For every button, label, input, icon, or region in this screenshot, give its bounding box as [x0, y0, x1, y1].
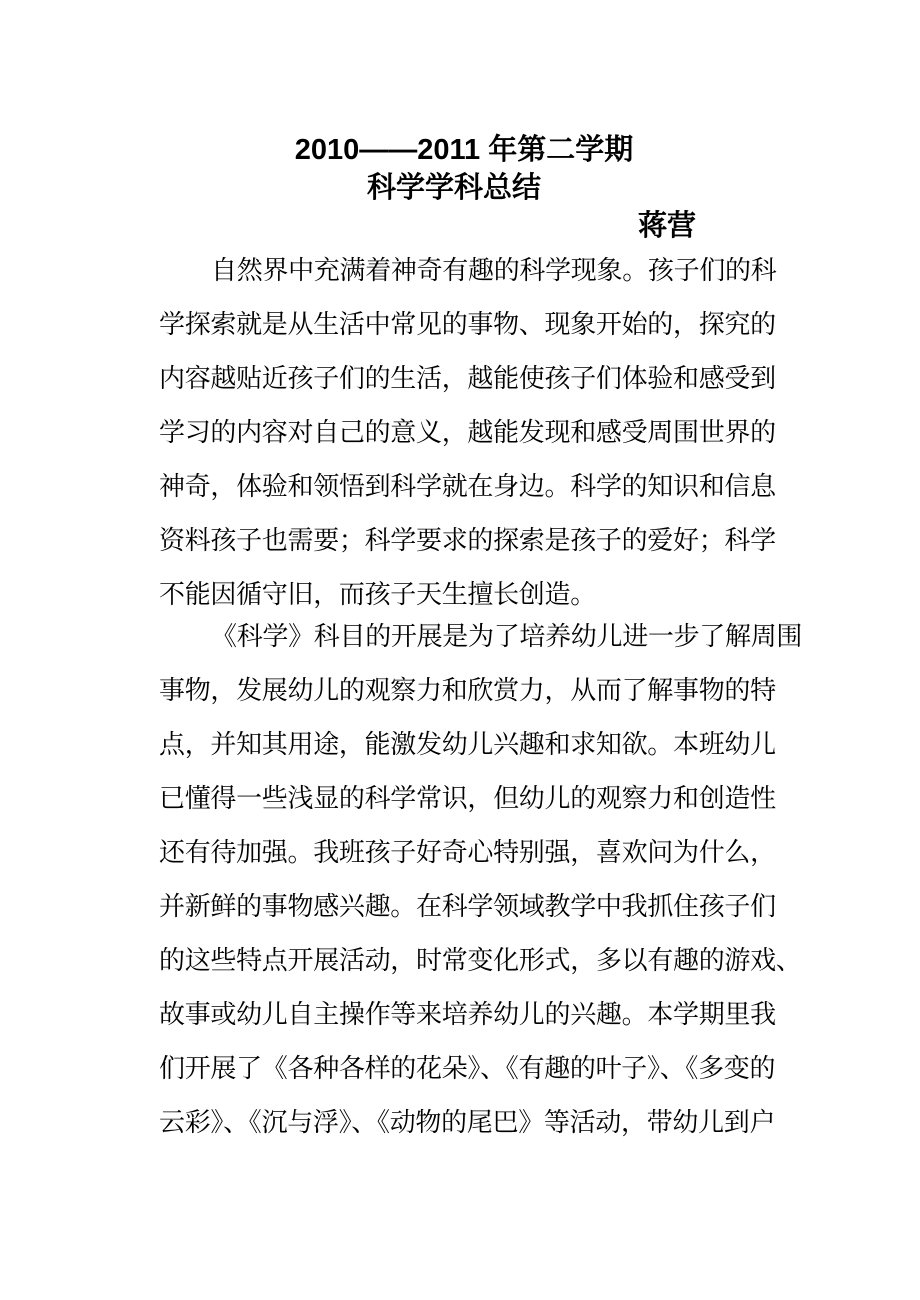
- paragraph-line: 内容越贴近孩子们的生活，越能使孩子们体验和感受到: [159, 364, 776, 394]
- paragraph-line: 云彩》、《沉与浮》、《动物的尾巴》等活动，带幼儿到户: [159, 1108, 776, 1138]
- document-subtitle: 科学学科总结: [366, 172, 541, 204]
- paragraph-1: [159, 244, 777, 622]
- paragraph-line: 故事或幼儿自主操作等来培养幼儿的兴趣。本学期里我: [159, 1000, 776, 1030]
- paragraph-line: 还有待加强。我班孩子好奇心特别强，喜欢问为什么，: [159, 838, 776, 868]
- paragraph-line: 学习的内容对自己的意义，越能发现和感受周围世界的: [159, 418, 776, 448]
- paragraph-line: 神奇，体验和领悟到科学就在身边。科学的知识和信息: [159, 472, 776, 502]
- paragraph-line: 资料孩子也需要；科学要求的探索是孩子的爱好；科学: [159, 526, 776, 556]
- paragraph-line: 不能因循守旧，而孩子天生擅长创造。: [159, 580, 596, 610]
- author-name: 蒋营: [638, 210, 697, 242]
- paragraph-line: 事物，发展幼儿的观察力和欣赏力，从而了解事物的特: [159, 676, 776, 706]
- paragraph-2: [159, 610, 803, 1150]
- paragraph-line: 学探索就是从生活中常见的事物、现象开始的，探究的: [159, 310, 776, 340]
- paragraph-line: 《科学》科目的开展是为了培养幼儿进一步了解周围: [211, 622, 803, 652]
- paragraph-line: 并新鲜的事物感兴趣。在科学领域教学中我抓住孩子们: [159, 892, 776, 922]
- document-title: 2010——2011 年第二学期: [294, 134, 634, 166]
- paragraph-line: 的这些特点开展活动，时常变化形式，多以有趣的游戏、: [159, 946, 802, 976]
- paragraph-line: 点，并知其用途，能激发幼儿兴趣和求知欲。本班幼儿: [159, 730, 776, 760]
- paragraph-line: 自然界中充满着神奇有趣的科学现象。孩子们的科: [211, 256, 777, 286]
- paragraph-line: 们开展了《各种各样的花朵》、《有趣的叶子》、《多变的: [159, 1054, 776, 1084]
- paragraph-line: 已懂得一些浅显的科学常识，但幼儿的观察力和创造性: [159, 784, 776, 814]
